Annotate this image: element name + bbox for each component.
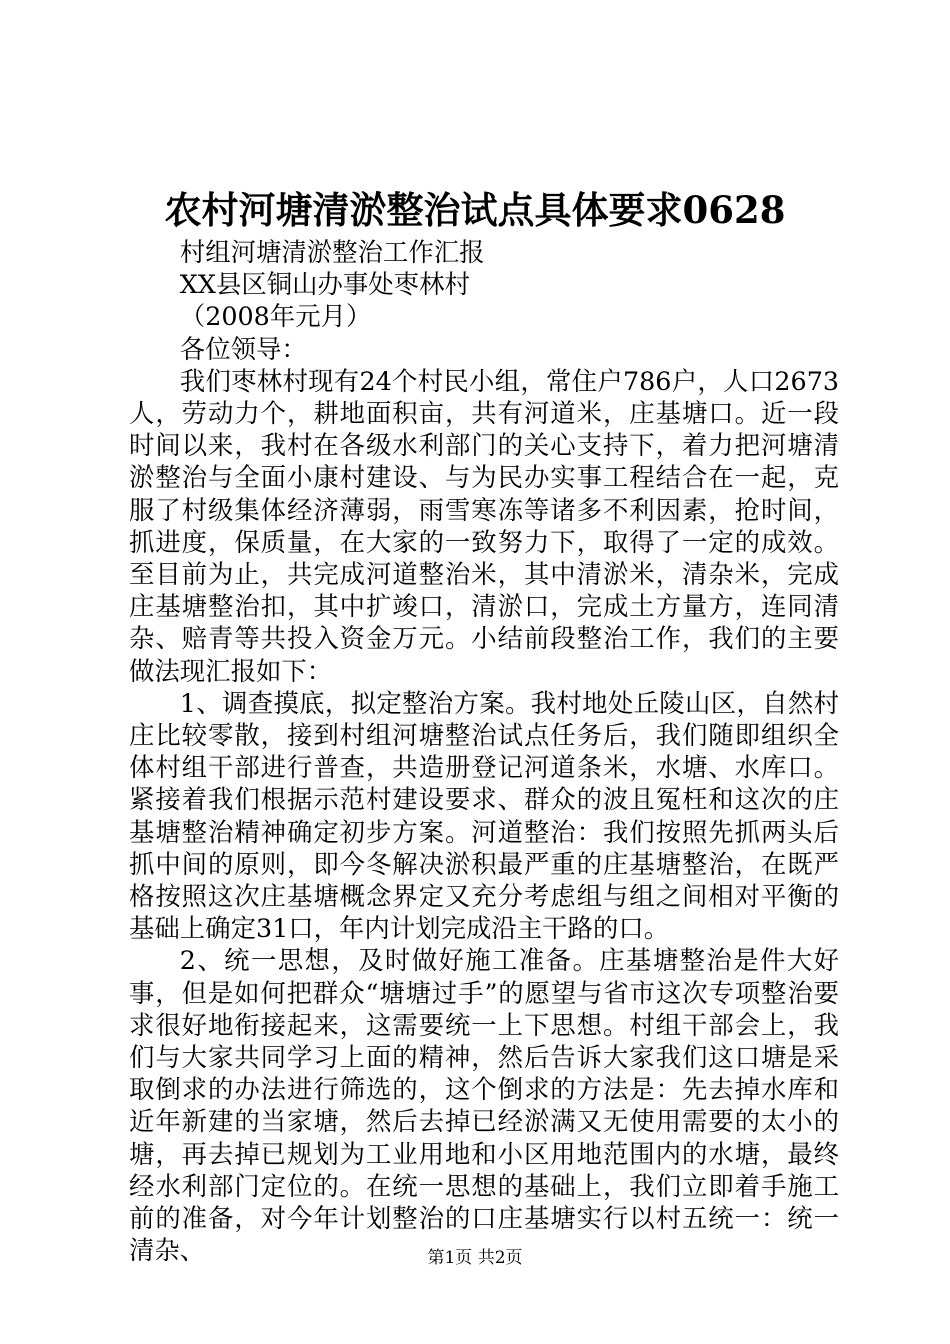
report-author: XX县区铜山办事处枣林村 xyxy=(179,269,470,300)
paragraph-point-2: 2、统一思想，及时做好施工准备。庄基塘整治是件大好事，但是如何把群众“塘塘过手”的愿望与省市这次专项整治要求很好地衔接起来，这需要统一上下思想。村组干部会上，我们与大家共同学习上面的精神，然后告诉大家我们这口塘是采取倒求的办法进行筛选的，这个倒求的方法是：先去掉水库和近年新建的当家塘，然后去掉已经淤满又无使用需要的太小的塘，再去掉已规划为工业用地和小区用地范围内的水塘，最终经水利部门定位的。在统一思想的基础上，我们立即着手施工前的准备，对今年计划整治的口庄基塘实行以村五统一：统一清杂、 xyxy=(129,945,839,1266)
paragraph-overview: 我们枣林村现有24个村民小组，常住户786户，人口2673人，劳动力个，耕地面积亩，共有河道米，庄基塘口。近一段时间以来，我村在各级水利部门的关心支持下，着力把河塘清淤整治与全面小康村建设、与为民办实事工程结合在一起，克服了村级集体经济薄弱，雨雪寒冻等诸多不利因素，抢时间，抓进度，保质量，在大家的一致努力下，取得了一定的成效。至目前为止，共完成河道整治米，其中清淤米，清杂米，完成庄基塘整治扣，其中扩竣口，清淤口，完成土方量方，连同清杂、赔青等共投入资金万元。小结前段整治工作，我们的主要做法现汇报如下： xyxy=(129,365,839,686)
report-date: （2008年元月） xyxy=(179,301,372,332)
document-body xyxy=(129,236,839,1267)
document-title: 农村河塘清淤整治试点具体要求0628 xyxy=(164,188,786,232)
salutation: 各位领导： xyxy=(179,333,307,364)
page-footer: 第1页 共2页 xyxy=(427,1248,523,1268)
report-heading: 村组河塘清淤整治工作汇报 xyxy=(179,237,485,267)
paragraph-point-1: 1、调查摸底，拟定整治方案。我村地处丘陵山区，自然村庄比较零散，接到村组河塘整治试点任务后，我们随即组织全体村组干部进行普查，共造册登记河道条米，水塘、水库口。紧接着我们根据示范村建设要求、群众的波且冤枉和这次的庄基塘整治精神确定初步方案。河道整治：我们按照先抓两头后抓中间的原则，即今冬解决淤积最严重的庄基塘整治，在既严格按照这次庄基塘概念界定又充分考虑组与组之间相对平衡的基础上确定31口，年内计划完成沿主干路的口。 xyxy=(129,687,839,944)
